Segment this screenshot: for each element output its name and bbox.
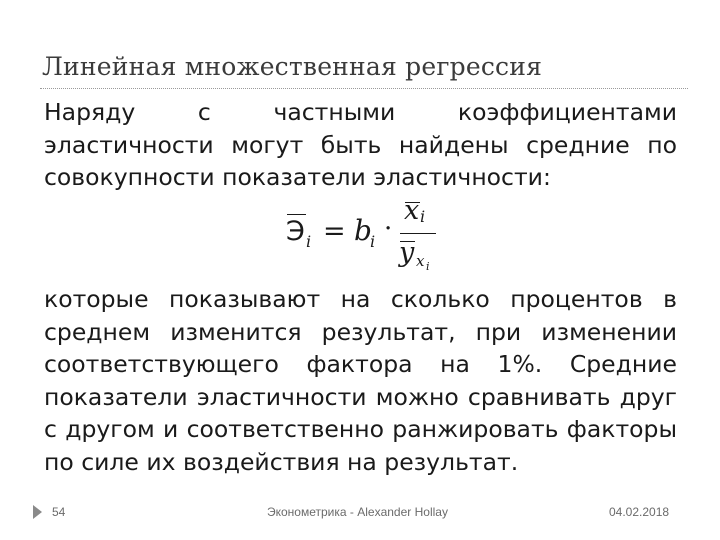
- lhs-overline: [287, 214, 306, 215]
- formula-multiply-dot: ·: [384, 214, 393, 244]
- title-divider: [40, 88, 688, 89]
- elasticity-formula: [286, 196, 456, 278]
- formula-numerator-symbol: x: [404, 195, 420, 226]
- formula-denominator-subscript: x: [416, 252, 425, 270]
- footer-date: 04.02.2018: [609, 505, 670, 519]
- explanation-paragraph: которые показывают на сколько процентов в среднем изменится результат, при изменении соответствующего фактора на 1%. Средние показатели эластичности можно сравнивать друг с другом и соответственно ранжировать факторы по силе их воздействия на результат.: [44, 285, 677, 476]
- formula-coef-symbol: b: [354, 214, 372, 247]
- page-number: 54: [52, 505, 66, 519]
- formula-lhs-subscript: i: [306, 232, 312, 251]
- fraction-bar: [400, 233, 436, 234]
- formula-denominator-symbol: y: [399, 237, 415, 268]
- formula-equals: =: [323, 216, 346, 247]
- slide-title: Линейная множественная регрессия: [42, 52, 543, 81]
- formula-denominator-subsubscript: i: [426, 260, 430, 273]
- footer-course-label: Эконометрика - Alexander Hollay: [267, 505, 448, 519]
- intro-paragraph: Наряду с частными коэффициентами эластичности могут быть найдены средние по совокупности показатели эластичности:: [44, 98, 677, 191]
- formula-numerator-subscript: i: [420, 207, 426, 226]
- footer-arrow-icon: [33, 505, 42, 519]
- formula-coef-subscript: i: [370, 232, 376, 251]
- formula-lhs-symbol: Э: [286, 216, 305, 247]
